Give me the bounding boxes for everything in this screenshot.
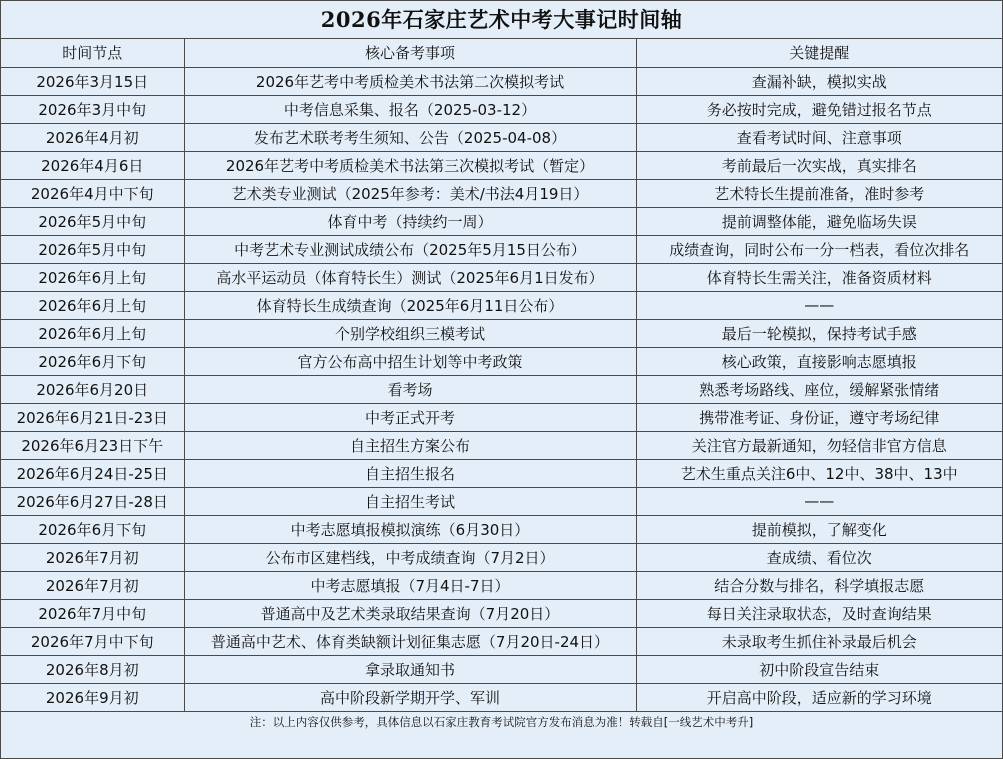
- cell-key-reminder: 提前模拟，了解变化: [636, 515, 1002, 543]
- cell-time-node: 2026年6月23日下午: [1, 431, 184, 459]
- cell-core-task: 艺术类专业测试（2025年参考：美术/书法4月19日）: [184, 179, 636, 207]
- cell-core-task: 2026年艺考中考质检美术书法第三次模拟考试（暂定）: [184, 151, 636, 179]
- cell-core-task: 官方公布高中招生计划等中考政策: [184, 347, 636, 375]
- page-title: 2026年石家庄艺术中考大事记时间轴: [1, 1, 1002, 39]
- cell-core-task: 中考志愿填报（7月4日-7日）: [184, 571, 636, 599]
- cell-time-node: 2026年4月中下旬: [1, 179, 184, 207]
- cell-core-task: 中考志愿填报模拟演练（6月30日）: [184, 515, 636, 543]
- table-row: [1, 347, 1002, 375]
- table-body: [1, 67, 1002, 711]
- cell-time-node: 2026年5月中旬: [1, 235, 184, 263]
- cell-time-node: 2026年9月初: [1, 683, 184, 711]
- header-time-node: 时间节点: [1, 39, 184, 67]
- cell-core-task: 普通高中及艺术类录取结果查询（7月20日）: [184, 599, 636, 627]
- table-row: [1, 375, 1002, 403]
- table-row: [1, 179, 1002, 207]
- table-row: [1, 655, 1002, 683]
- table-row: [1, 515, 1002, 543]
- cell-key-reminder: 艺术特长生提前准备，准时参考: [636, 179, 1002, 207]
- cell-core-task: 个别学校组织三模考试: [184, 319, 636, 347]
- cell-time-node: 2026年6月上旬: [1, 291, 184, 319]
- cell-key-reminder: 关注官方最新通知，勿轻信非官方信息: [636, 431, 1002, 459]
- cell-key-reminder: 查看考试时间、注意事项: [636, 123, 1002, 151]
- cell-key-reminder: 务必按时完成，避免错过报名节点: [636, 95, 1002, 123]
- table-row: [1, 599, 1002, 627]
- table-row: [1, 235, 1002, 263]
- cell-time-node: 2026年8月初: [1, 655, 184, 683]
- cell-time-node: 2026年6月24日-25日: [1, 459, 184, 487]
- header-core-task: 核心备考事项: [184, 39, 636, 67]
- table-row: [1, 291, 1002, 319]
- table-row: [1, 627, 1002, 655]
- table-row: [1, 123, 1002, 151]
- cell-key-reminder: 携带准考证、身份证，遵守考场纪律: [636, 403, 1002, 431]
- cell-core-task: 中考正式开考: [184, 403, 636, 431]
- cell-core-task: 高水平运动员（体育特长生）测试（2025年6月1日发布）: [184, 263, 636, 291]
- cell-core-task: 体育中考（持续约一周）: [184, 207, 636, 235]
- cell-time-node: 2026年6月27日-28日: [1, 487, 184, 515]
- cell-time-node: 2026年6月上旬: [1, 319, 184, 347]
- table-row: [1, 459, 1002, 487]
- table-row: [1, 683, 1002, 711]
- cell-core-task: 普通高中艺术、体育类缺额计划征集志愿（7月20日-24日）: [184, 627, 636, 655]
- header-key-reminder: 关键提醒: [636, 39, 1002, 67]
- cell-time-node: 2026年7月中旬: [1, 599, 184, 627]
- cell-core-task: 拿录取通知书: [184, 655, 636, 683]
- cell-key-reminder: 初中阶段宣告结束: [636, 655, 1002, 683]
- cell-core-task: 体育特长生成绩查询（2025年6月11日公布）: [184, 291, 636, 319]
- table-header-row: [1, 39, 1002, 67]
- cell-core-task: 高中阶段新学期开学、军训: [184, 683, 636, 711]
- cell-key-reminder: 开启高中阶段，适应新的学习环境: [636, 683, 1002, 711]
- table-row: [1, 403, 1002, 431]
- table-row: [1, 151, 1002, 179]
- cell-time-node: 2026年7月中下旬: [1, 627, 184, 655]
- cell-key-reminder: 未录取考生抓住补录最后机会: [636, 627, 1002, 655]
- cell-key-reminder: ——: [636, 487, 1002, 515]
- cell-core-task: 公布市区建档线，中考成绩查询（7月2日）: [184, 543, 636, 571]
- cell-core-task: 2026年艺考中考质检美术书法第二次模拟考试: [184, 67, 636, 95]
- table-row: [1, 67, 1002, 95]
- table-row: [1, 487, 1002, 515]
- cell-key-reminder: 熟悉考场路线、座位，缓解紧张情绪: [636, 375, 1002, 403]
- cell-time-node: 2026年4月6日: [1, 151, 184, 179]
- cell-key-reminder: 核心政策，直接影响志愿填报: [636, 347, 1002, 375]
- cell-core-task: 自主招生报名: [184, 459, 636, 487]
- table-row: [1, 431, 1002, 459]
- cell-time-node: 2026年6月下旬: [1, 515, 184, 543]
- cell-time-node: 2026年5月中旬: [1, 207, 184, 235]
- table-row: [1, 319, 1002, 347]
- cell-key-reminder: 提前调整体能，避免临场失误: [636, 207, 1002, 235]
- table-row: [1, 95, 1002, 123]
- table-row: [1, 207, 1002, 235]
- table-row: [1, 571, 1002, 599]
- cell-key-reminder: 结合分数与排名，科学填报志愿: [636, 571, 1002, 599]
- cell-time-node: 2026年6月下旬: [1, 347, 184, 375]
- cell-key-reminder: 体育特长生需关注，准备资质材料: [636, 263, 1002, 291]
- cell-time-node: 2026年4月初: [1, 123, 184, 151]
- cell-core-task: 看考场: [184, 375, 636, 403]
- cell-time-node: 2026年3月中旬: [1, 95, 184, 123]
- cell-key-reminder: ——: [636, 291, 1002, 319]
- timeline-table: [1, 39, 1002, 712]
- cell-key-reminder: 查漏补缺，模拟实战: [636, 67, 1002, 95]
- cell-key-reminder: 考前最后一次实战，真实排名: [636, 151, 1002, 179]
- cell-core-task: 中考艺术专业测试成绩公布（2025年5月15日公布）: [184, 235, 636, 263]
- table-row: [1, 263, 1002, 291]
- table-row: [1, 543, 1002, 571]
- cell-key-reminder: 查成绩、看位次: [636, 543, 1002, 571]
- cell-core-task: 中考信息采集、报名（2025-03-12）: [184, 95, 636, 123]
- cell-key-reminder: 艺术生重点关注6中、12中、38中、13中: [636, 459, 1002, 487]
- cell-key-reminder: 成绩查询，同时公布一分一档表，看位次排名: [636, 235, 1002, 263]
- cell-core-task: 自主招生考试: [184, 487, 636, 515]
- cell-time-node: 2026年7月初: [1, 543, 184, 571]
- cell-key-reminder: 每日关注录取状态，及时查询结果: [636, 599, 1002, 627]
- cell-key-reminder: 最后一轮模拟，保持考试手感: [636, 319, 1002, 347]
- cell-time-node: 2026年7月初: [1, 571, 184, 599]
- cell-time-node: 2026年3月15日: [1, 67, 184, 95]
- cell-core-task: 自主招生方案公布: [184, 431, 636, 459]
- cell-time-node: 2026年6月21日-23日: [1, 403, 184, 431]
- cell-time-node: 2026年6月20日: [1, 375, 184, 403]
- cell-core-task: 发布艺术联考考生须知、公告（2025-04-08）: [184, 123, 636, 151]
- cell-time-node: 2026年6月上旬: [1, 263, 184, 291]
- footnote: 注：以上内容仅供参考，具体信息以石家庄教育考试院官方发布消息为准！转载自[一线艺术中考升]: [1, 712, 1002, 733]
